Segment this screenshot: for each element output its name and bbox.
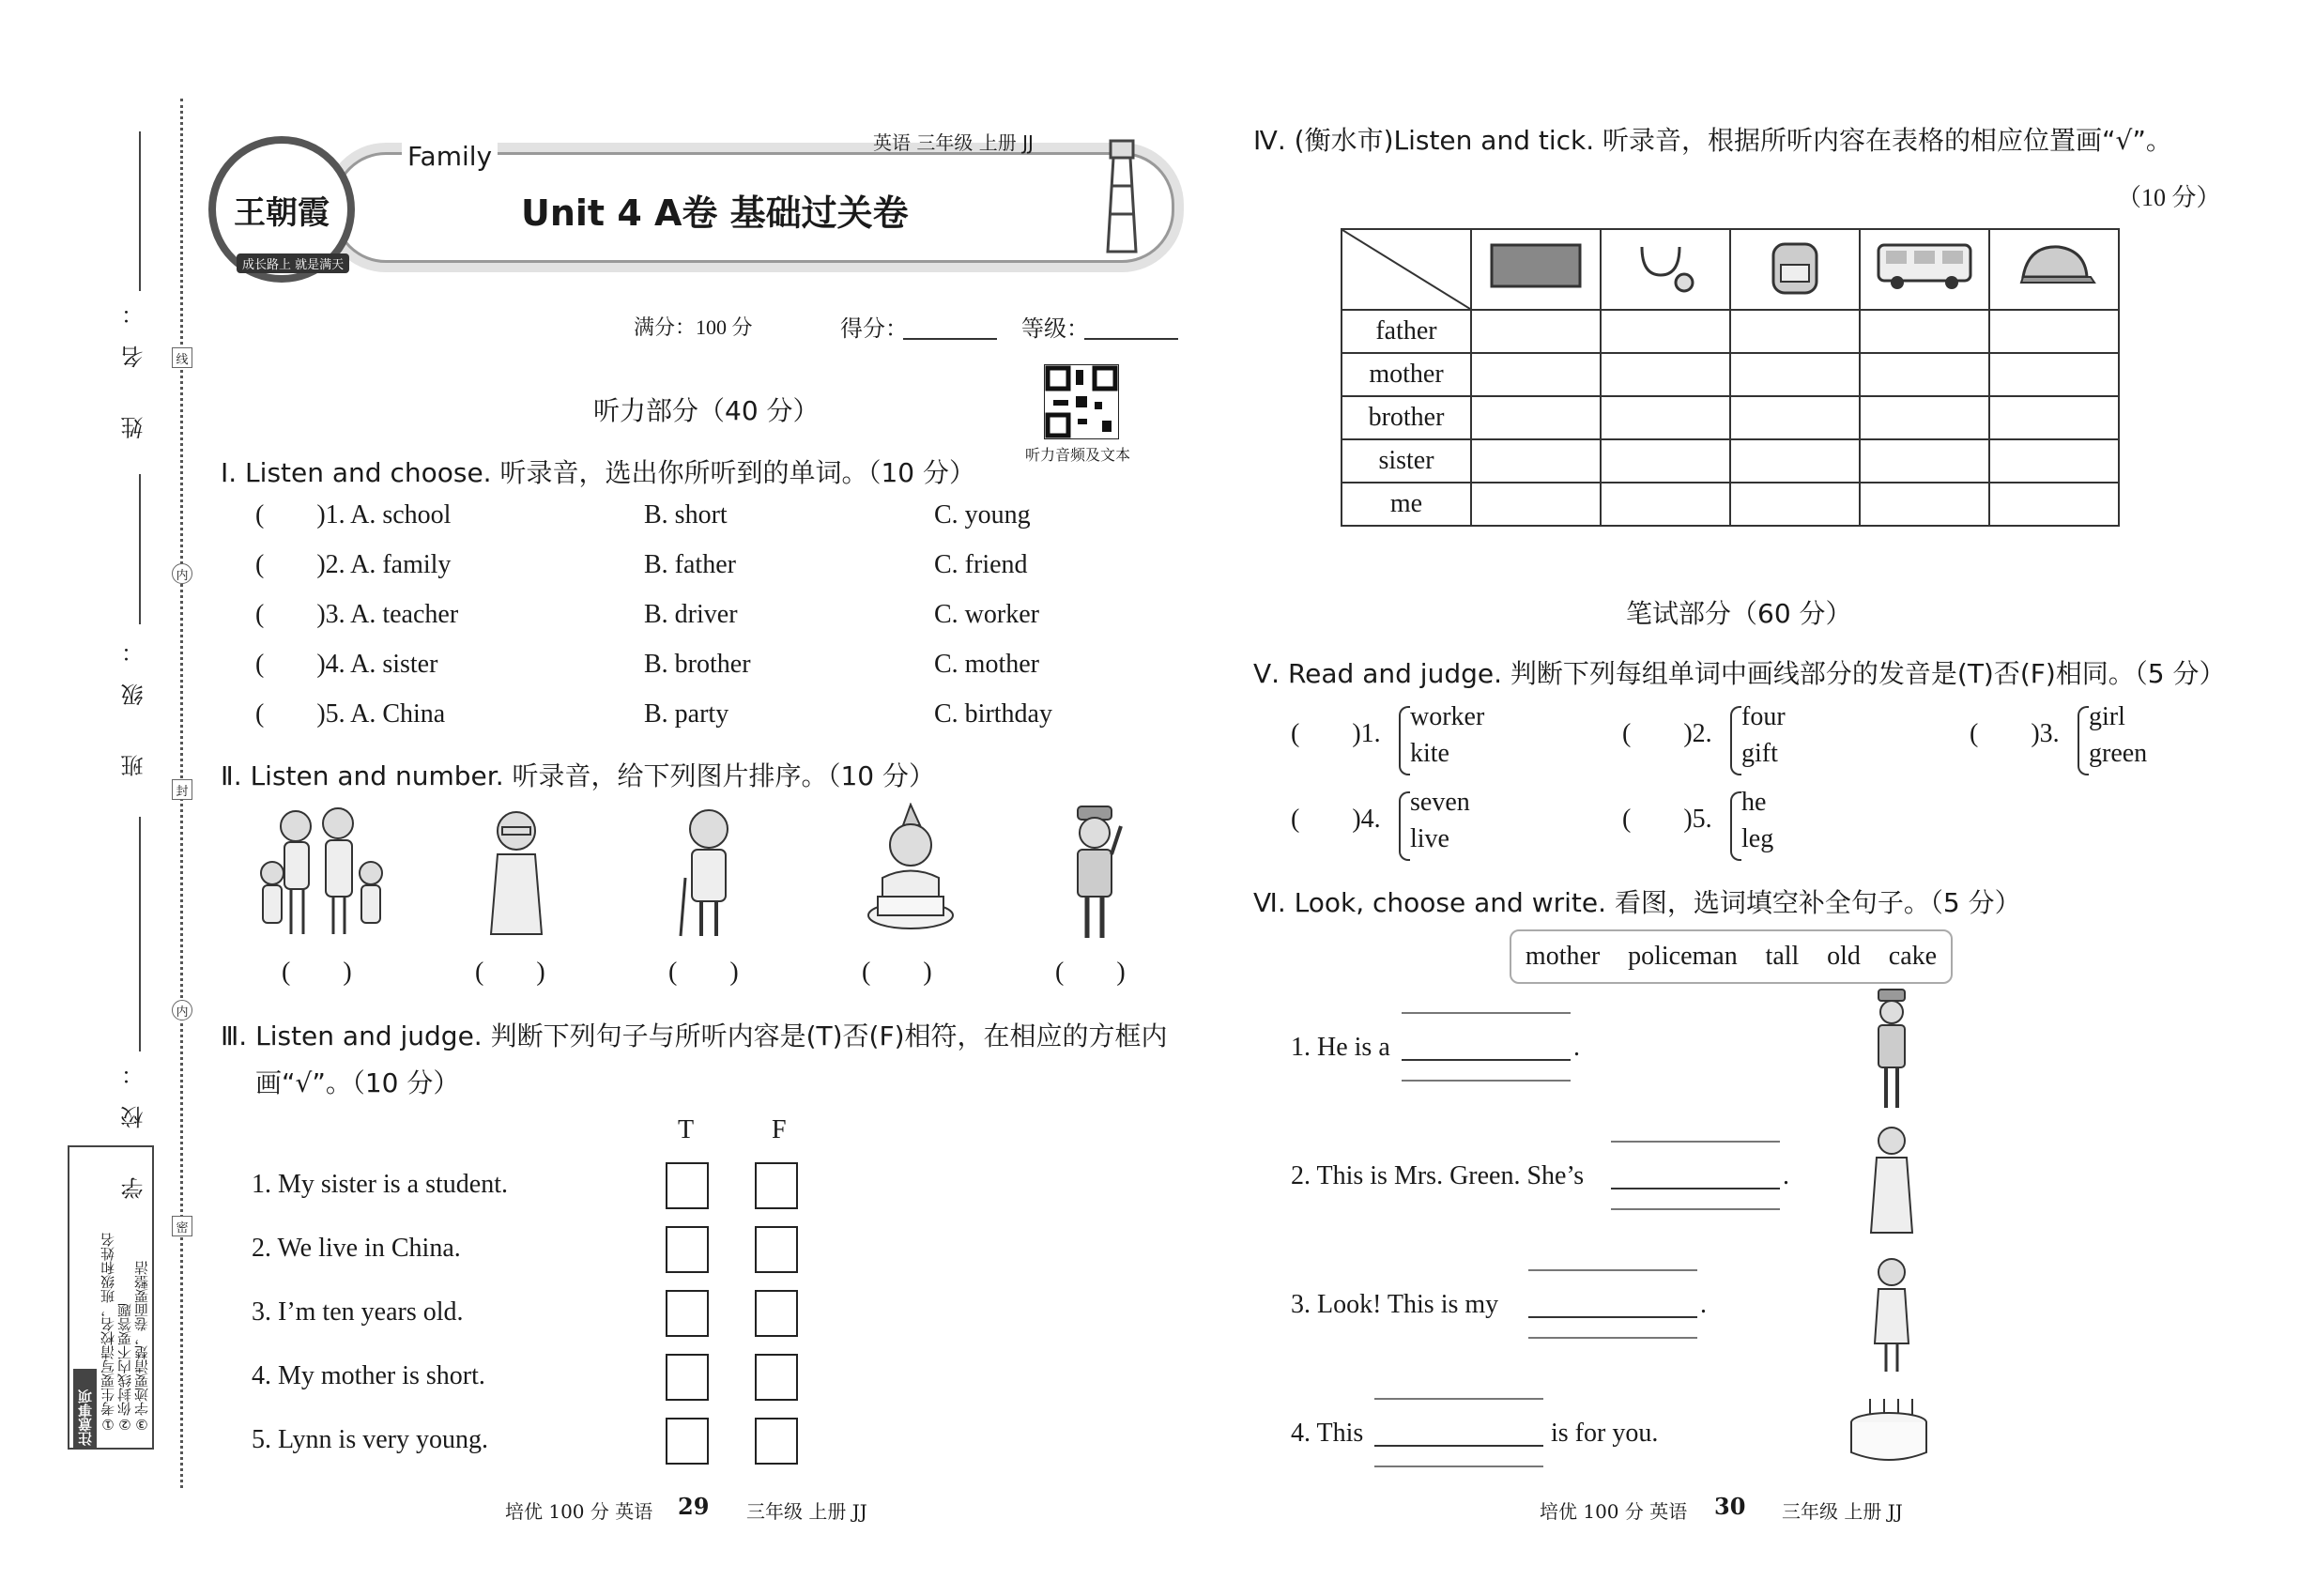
tick-cell[interactable] (1989, 439, 2119, 483)
judge-sentence: 3. I’m ten years old. (252, 1297, 464, 1327)
judge-label: ( )2. (1622, 719, 1712, 748)
tick-cell[interactable] (1601, 353, 1730, 396)
qr-caption: 听力音频及文本 (1025, 448, 1131, 464)
judge-sentence: 1. My sister is a student. (252, 1170, 508, 1199)
word-b: gift (1741, 739, 1778, 768)
section-4-points: （10 分） (2117, 184, 2221, 211)
score-label: 得分： (840, 315, 908, 342)
family-picture (249, 803, 404, 944)
guide-line (1528, 1337, 1697, 1339)
false-checkbox[interactable] (755, 1290, 798, 1337)
judge-label: ( )5. (1622, 805, 1712, 834)
tick-cell[interactable] (1860, 439, 1989, 483)
judge-sentence: 4. My mother is short. (252, 1361, 485, 1390)
fill-sentence-end: . (1573, 1033, 1580, 1062)
false-column-header: F (772, 1115, 787, 1144)
birthday-girl-picture (845, 803, 967, 944)
picture-number-blank[interactable]: ( ) (1055, 958, 1126, 987)
choice-c: C. young (934, 500, 1031, 529)
tick-cell[interactable] (1471, 483, 1601, 526)
listening-heading: 听力部分（40 分） (593, 395, 820, 426)
word-a: worker (1410, 702, 1485, 731)
cap-picture (1989, 229, 2119, 310)
tick-cell[interactable] (1989, 310, 2119, 353)
section-1-title: Ⅰ. Listen and choose. 听录音，选出你所听到的单词。（10 分） (221, 457, 976, 488)
footer-right-text: 培优 100 分 英语 (1540, 1500, 1688, 1523)
word-a: girl (2089, 702, 2125, 731)
page-title: Unit 4 A卷 基础过关卷 (521, 192, 909, 234)
tick-cell[interactable] (1730, 353, 1860, 396)
section-3-title: Ⅲ. Listen and judge. 判断下列句子与所听内容是(T)否(F)相符，在相应的方框内 (221, 1021, 1168, 1051)
logo-motto: 成长路上 就是满天 (237, 253, 349, 273)
guide-line (1374, 1398, 1543, 1400)
writing-heading: 笔试部分（60 分） (1626, 598, 1852, 629)
tick-cell[interactable] (1730, 396, 1860, 439)
cake-picture (1842, 1394, 1936, 1469)
true-checkbox[interactable] (666, 1226, 709, 1273)
row-label: me (1342, 483, 1471, 526)
tick-cell[interactable] (1860, 483, 1989, 526)
word-bank-item: mother (1525, 942, 1601, 971)
section-2-title: Ⅱ. Listen and number. 听录音，给下列图片排序。（10 分） (221, 760, 936, 791)
brace (1730, 791, 1741, 861)
choice-b: B. father (644, 550, 736, 579)
guide-line (1611, 1141, 1780, 1143)
tick-cell[interactable] (1471, 439, 1601, 483)
grade-label: 等级： (1021, 315, 1089, 342)
guide-line (1402, 1080, 1571, 1082)
notice-title: 注意事项 (73, 1369, 97, 1448)
row-label: brother (1342, 396, 1471, 439)
fill-sentence-end: . (1783, 1161, 1789, 1190)
answer-blank[interactable] (1374, 1445, 1543, 1447)
false-checkbox[interactable] (755, 1162, 798, 1209)
table-row (1342, 310, 2119, 353)
word-b: green (2089, 739, 2148, 768)
judge-label: ( )4. (1291, 805, 1381, 834)
class-line (139, 474, 141, 624)
bus-picture (1860, 229, 1989, 310)
choice-b: B. party (644, 699, 729, 729)
word-bank-item: cake (1888, 942, 1938, 971)
tick-cell[interactable] (1730, 439, 1860, 483)
tick-cell[interactable] (1601, 483, 1730, 526)
choice-b: B. driver (644, 600, 738, 629)
tick-cell[interactable] (1471, 353, 1601, 396)
row-label: father (1342, 310, 1471, 353)
page-number-right: 30 (1714, 1493, 1746, 1520)
grade-field[interactable] (1084, 338, 1178, 340)
judge-sentence: 2. We live in China. (252, 1234, 461, 1263)
section-5-title: Ⅴ. Read and judge. 判断下列每组单词中画线部分的发音是(T)否(F)相同。（5 分） (1253, 658, 2226, 689)
tick-cell[interactable] (1860, 353, 1989, 396)
fill-sentence: 4. This (1291, 1419, 1364, 1448)
score-field[interactable] (903, 338, 997, 340)
footer-left-text: 培优 100 分 英语 (505, 1500, 653, 1523)
tick-cell[interactable] (1601, 439, 1730, 483)
choice-question: ( )3. A. teacher (255, 600, 459, 629)
fill-sentence-end: . (1700, 1290, 1707, 1319)
seal-mark: 内 (172, 563, 192, 584)
seal-mark: 线 (172, 347, 192, 368)
tick-cell[interactable] (1601, 310, 1730, 353)
judge-label: ( )3. (1970, 719, 2060, 748)
picture-number-blank[interactable]: ( ) (668, 958, 739, 987)
grandmother-picture (1863, 1122, 1920, 1239)
tick-cell[interactable] (1860, 396, 1989, 439)
lighthouse-icon (1080, 130, 1164, 261)
section-3-title-cont: 画“√”。（10 分） (255, 1067, 460, 1098)
page-number-left: 29 (678, 1493, 710, 1520)
mother-picture (474, 803, 559, 944)
section-6-title: Ⅵ. Look, choose and write. 看图，选词填空补全句子。（5 分） (1253, 887, 2021, 918)
tick-cell[interactable] (1730, 310, 1860, 353)
fill-sentence: 2. This is Mrs. Green. She’s (1291, 1161, 1585, 1190)
qr-code-icon[interactable] (1044, 364, 1119, 439)
false-checkbox[interactable] (755, 1226, 798, 1273)
guide-line (1374, 1466, 1543, 1467)
policeman-picture (1863, 986, 1920, 1113)
guide-line (1611, 1208, 1780, 1210)
tick-cell[interactable] (1730, 483, 1860, 526)
name-label: 姓 名： (121, 282, 147, 439)
table-corner (1342, 229, 1471, 310)
mother-picture (1863, 1253, 1920, 1375)
false-checkbox[interactable] (755, 1354, 798, 1401)
choice-c: C. mother (934, 650, 1039, 679)
picture-number-blank[interactable]: ( ) (282, 958, 352, 987)
word-bank-item: policeman (1628, 942, 1738, 971)
notice-item: ①考生要写清校名，班级和姓名 (100, 1233, 116, 1433)
brace (1399, 706, 1410, 775)
choice-question: ( )4. A. sister (255, 650, 438, 679)
answer-blank[interactable] (1402, 1059, 1571, 1061)
true-checkbox[interactable] (666, 1354, 709, 1401)
row-label: sister (1342, 439, 1471, 483)
tick-cell[interactable] (1601, 396, 1730, 439)
brace (2078, 706, 2089, 775)
footer-right-text2: 三年级 上册 JJ (1782, 1500, 1903, 1523)
choice-b: B. short (644, 500, 728, 529)
fill-sentence-end: is for you. (1551, 1419, 1659, 1448)
policeman-picture (1051, 803, 1136, 944)
picture-number-blank[interactable]: ( ) (862, 958, 932, 987)
book-meta: 英语 三年级 上册 JJ (873, 131, 1034, 154)
notice-box (68, 1145, 154, 1450)
word-a: four (1741, 702, 1786, 731)
choice-question: ( )2. A. family (255, 550, 452, 579)
true-checkbox[interactable] (666, 1418, 709, 1465)
word-b: kite (1410, 739, 1449, 768)
choice-c: C. birthday (934, 699, 1052, 729)
tick-cell[interactable] (1860, 310, 1989, 353)
seal-mark: 内 (172, 1000, 192, 1021)
answer-blank[interactable] (1528, 1316, 1697, 1318)
table-row (1342, 353, 2119, 396)
guide-line (1528, 1269, 1697, 1271)
name-line (139, 131, 141, 291)
choice-b: B. brother (644, 650, 751, 679)
notice-item: ②你封线内不要答题 (116, 1303, 133, 1433)
school-label: 学 校： (121, 1042, 147, 1200)
fill-sentence: 1. He is a (1291, 1033, 1390, 1062)
choice-c: C. worker (934, 600, 1039, 629)
grandfather-picture (667, 803, 751, 944)
tick-table (1341, 228, 2120, 527)
schoolbag-picture (1730, 229, 1860, 310)
notice-item: ③字迹要清楚，卷面要整洁 (133, 1261, 150, 1433)
tick-cell[interactable] (1989, 483, 2119, 526)
fill-sentence: 3. Look! This is my (1291, 1290, 1499, 1319)
word-a: seven (1410, 788, 1470, 817)
section-4-title: Ⅳ. (衡水市)Listen and tick. 听录音，根据所听内容在表格的相应位置画“√”。 (1253, 125, 2172, 156)
tick-cell[interactable] (1471, 396, 1601, 439)
seal-mark: 封 (172, 779, 192, 800)
brace (1399, 791, 1410, 861)
row-label: mother (1342, 353, 1471, 396)
full-score: 满分：100 分 (634, 315, 753, 339)
choice-question: ( )5. A. China (255, 699, 446, 729)
word-bank-item: tall (1765, 942, 1800, 971)
choice-question: ( )1. A. school (255, 500, 452, 529)
true-column-header: T (678, 1115, 695, 1144)
word-bank (1510, 929, 1953, 984)
answer-blank[interactable] (1611, 1188, 1780, 1189)
word-bank-item: old (1827, 942, 1861, 971)
school-line (139, 817, 141, 1051)
choice-c: C. friend (934, 550, 1028, 579)
true-checkbox[interactable] (666, 1290, 709, 1337)
footer-left-text2: 三年级 上册 JJ (746, 1500, 867, 1523)
brace (1730, 706, 1741, 775)
seal-mark: 密 (172, 1216, 192, 1236)
tick-cell[interactable] (1989, 396, 2119, 439)
logo-text: 王朝霞 (234, 193, 330, 232)
unit-family-label: Family (402, 141, 498, 172)
true-checkbox[interactable] (666, 1162, 709, 1209)
false-checkbox[interactable] (755, 1418, 798, 1465)
tick-cell[interactable] (1989, 353, 2119, 396)
guide-line (1402, 1012, 1571, 1014)
word-b: leg (1741, 824, 1774, 853)
table-row (1342, 483, 2119, 526)
judge-sentence: 5. Lynn is very young. (252, 1425, 488, 1454)
judge-label: ( )1. (1291, 719, 1381, 748)
blackboard-picture (1471, 229, 1601, 310)
word-a: he (1741, 788, 1767, 817)
word-b: live (1410, 824, 1449, 853)
tick-cell[interactable] (1471, 310, 1601, 353)
stethoscope-picture (1601, 229, 1730, 310)
table-row (1342, 396, 2119, 439)
table-row (1342, 439, 2119, 483)
picture-number-blank[interactable]: ( ) (475, 958, 545, 987)
class-label: 班 级： (121, 620, 147, 777)
